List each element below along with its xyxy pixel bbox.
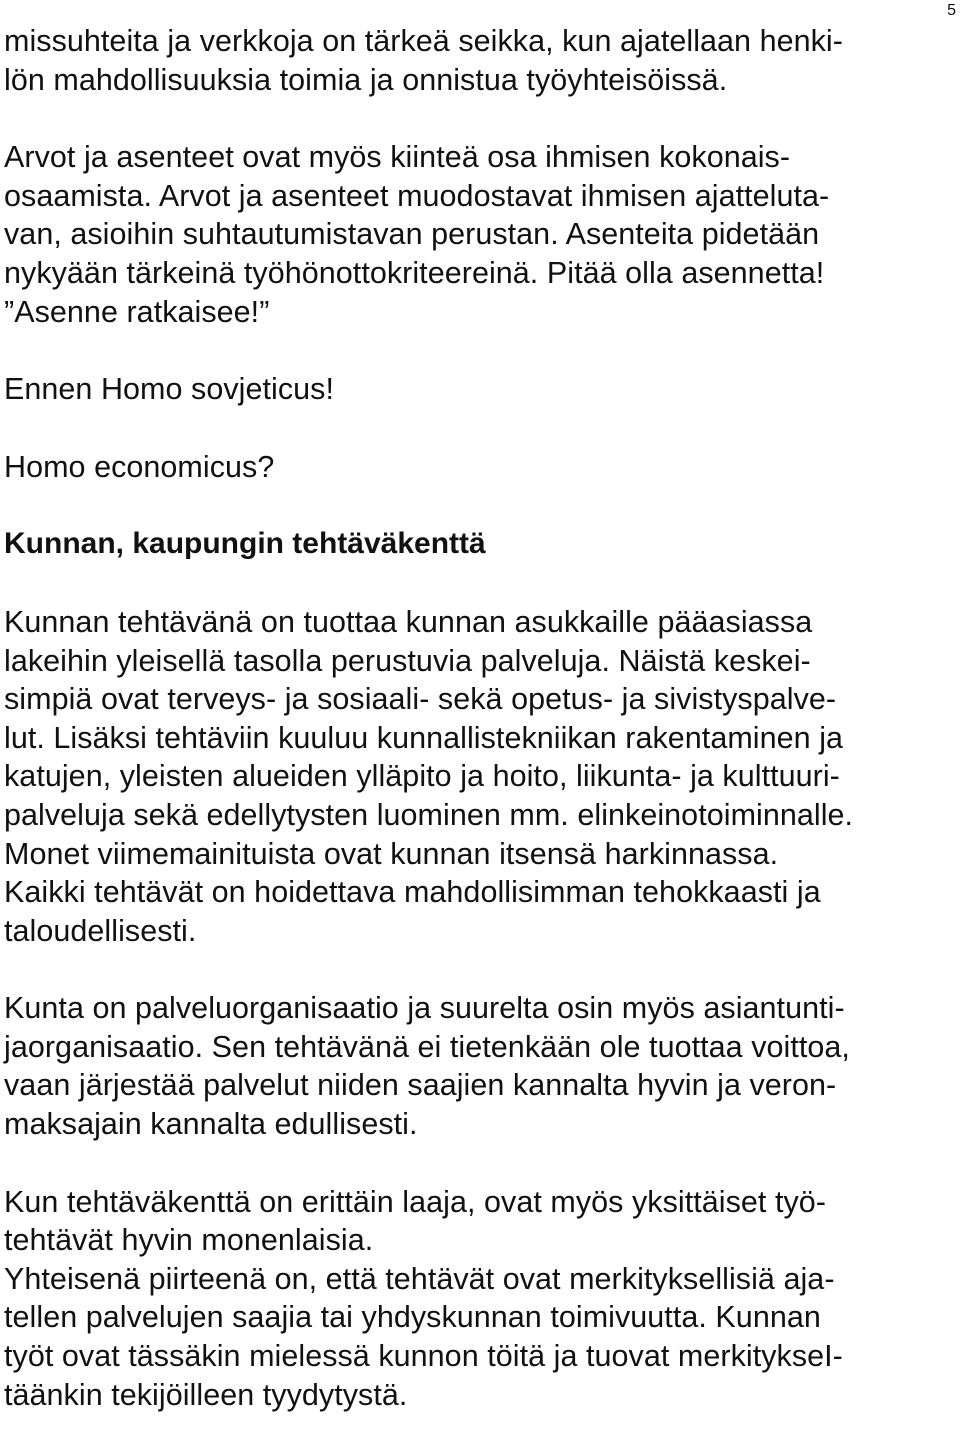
section-heading: Kunnan, kaupungin tehtäväkenttä (4, 527, 486, 561)
paragraph-7 (4, 1183, 956, 1415)
paragraph-1 (4, 22, 956, 99)
paragraph-3 (4, 370, 956, 409)
text-line: lön mahdollisuuksia toimia ja onnistua työyhteisöissä. (4, 62, 728, 97)
paragraph-4 (4, 448, 956, 487)
paragraph-6 (4, 989, 956, 1143)
text-line: työt ovat tässäkin mielessä kunnon töitä ja tuovat merkitykseI- (4, 1339, 843, 1374)
text-line: van, asioihin suhtautumistavan perustan. Asenteita pidetään (4, 217, 820, 252)
text-line: vaan järjestää palvelut niiden saajien kannalta hyvin ja veron- (4, 1068, 837, 1103)
text-line: lut. Lisäksi tehtäviin kuuluu kunnallistekniikan rakentaminen ja (4, 720, 844, 755)
text-line: ”Asenne ratkaisee!” (4, 294, 270, 329)
text-line: simpiä ovat terveys- ja sosiaali- sekä opetus- ja sivistyspalve- (4, 682, 837, 717)
text-line: maksajain kannalta edullisesti. (4, 1107, 418, 1142)
text-line: lakeihin yleisellä tasolla perustuvia palveluja. Näistä keskei- (4, 643, 811, 678)
text-line: palveluja sekä edellytysten luominen mm. elinkeinotoiminnalle. (4, 797, 854, 832)
text-line: osaamista. Arvot ja asenteet muodostavat ihmisen ajatteluta- (4, 178, 830, 213)
text-line: taloudellisesti. (4, 913, 197, 948)
text-line: tellen palvelujen saajia tai yhdyskunnan toimivuutta. Kunnan (4, 1300, 821, 1335)
text-line: Arvot ja asenteet ovat myös kiinteä osa ihmisen kokonais- (4, 140, 791, 175)
text-line: täänkin tekijöilleen tyydytystä. (4, 1377, 408, 1412)
text-line: Kunta on palveluorganisaatio ja suurelta osin myös asiantunti- (4, 991, 845, 1026)
text-line: Yhteisenä piirteenä on, että tehtävät ovat merkityksellisiä aja- (4, 1261, 835, 1296)
document-body (4, 22, 956, 1414)
paragraph-5 (4, 603, 956, 950)
text-line: Ennen Homo sovjeticus! (4, 372, 334, 407)
text-line: katujen, yleisten alueiden ylläpito ja hoito, liikunta- ja kulttuuri- (4, 759, 840, 794)
page-number: 5 (947, 2, 956, 19)
text-line: missuhteita ja verkkoja on tärkeä seikka, kun ajatellaan henki- (4, 24, 843, 58)
text-line: Kaikki tehtävät on hoidettava mahdollisimman tehokkaasti ja (4, 875, 821, 910)
text-line: jaorganisaatio. Sen tehtävänä ei tietenkään ole tuottaa voittoa, (4, 1029, 850, 1064)
text-line: Monet viimemainituista ovat kunnan itsensä harkinnassa. (4, 836, 779, 871)
text-line: tehtävät hyvin monenlaisia. (4, 1223, 374, 1258)
text-line: nykyään tärkeinä työhönottokriteereinä. Pitää olla asennetta! (4, 255, 825, 290)
text-line: Kun tehtäväkenttä on erittäin laaja, ovat myös yksittäiset työ- (4, 1184, 826, 1219)
paragraph-2 (4, 138, 956, 331)
text-line: Kunnan tehtävänä on tuottaa kunnan asukkaille pääasiassa (4, 604, 813, 639)
text-line: Homo economicus? (4, 449, 275, 484)
